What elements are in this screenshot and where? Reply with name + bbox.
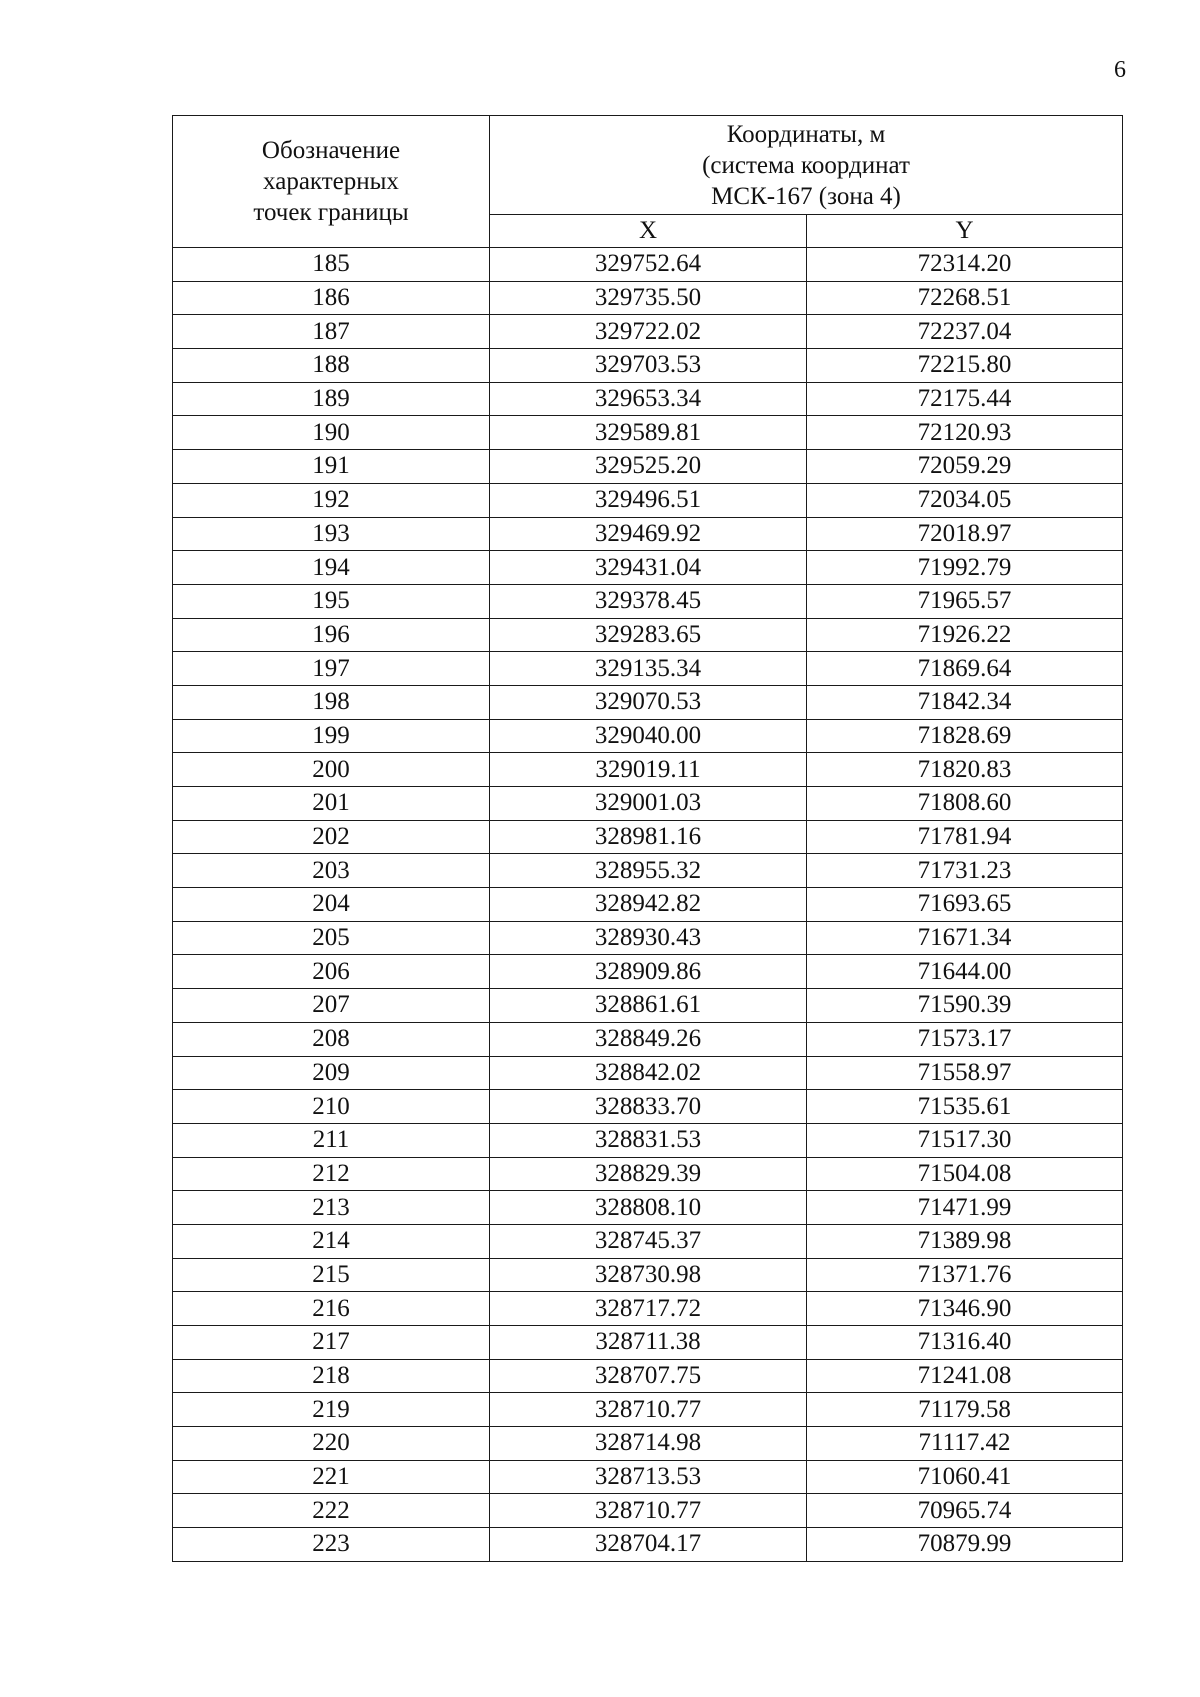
header-coordinates — [490, 116, 1123, 215]
cell-point: 194 — [173, 551, 490, 585]
cell-x: 329722.02 — [490, 315, 807, 349]
cell-point: 195 — [173, 584, 490, 618]
cell-y: 71471.99 — [807, 1191, 1123, 1225]
table-row — [173, 382, 1123, 416]
cell-point: 206 — [173, 955, 490, 989]
cell-y: 71371.76 — [807, 1258, 1123, 1292]
cell-y: 71316.40 — [807, 1326, 1123, 1360]
table-row — [173, 989, 1123, 1023]
cell-y: 71671.34 — [807, 921, 1123, 955]
cell-y: 71179.58 — [807, 1393, 1123, 1427]
cell-y: 71590.39 — [807, 989, 1123, 1023]
cell-y: 71389.98 — [807, 1224, 1123, 1258]
cell-point: 196 — [173, 618, 490, 652]
cell-x: 328909.86 — [490, 955, 807, 989]
cell-x: 328829.39 — [490, 1157, 807, 1191]
table-row — [173, 1494, 1123, 1528]
cell-point: 189 — [173, 382, 490, 416]
cell-y: 72268.51 — [807, 281, 1123, 315]
cell-point: 215 — [173, 1258, 490, 1292]
table-row — [173, 1359, 1123, 1393]
cell-x: 328730.98 — [490, 1258, 807, 1292]
table-row — [173, 483, 1123, 517]
cell-point: 190 — [173, 416, 490, 450]
table-row — [173, 854, 1123, 888]
header-coords-line: МСК-167 (зона 4) — [711, 182, 901, 210]
cell-y: 72034.05 — [807, 483, 1123, 517]
cell-x: 329001.03 — [490, 787, 807, 821]
cell-y: 71693.65 — [807, 888, 1123, 922]
cell-x: 329431.04 — [490, 551, 807, 585]
cell-point: 216 — [173, 1292, 490, 1326]
cell-y: 71781.94 — [807, 820, 1123, 854]
header-y: Y — [807, 215, 1123, 248]
header-point-designation — [173, 116, 490, 248]
cell-point: 198 — [173, 685, 490, 719]
cell-y: 71869.64 — [807, 652, 1123, 686]
cell-x: 329283.65 — [490, 618, 807, 652]
cell-point: 192 — [173, 483, 490, 517]
table-row — [173, 753, 1123, 787]
cell-point: 205 — [173, 921, 490, 955]
table-row — [173, 517, 1123, 551]
cell-point: 211 — [173, 1123, 490, 1157]
cell-point: 186 — [173, 281, 490, 315]
cell-point: 220 — [173, 1427, 490, 1461]
table-body — [173, 248, 1123, 1562]
cell-x: 328842.02 — [490, 1056, 807, 1090]
cell-x: 328861.61 — [490, 989, 807, 1023]
table-row — [173, 1022, 1123, 1056]
cell-x: 329525.20 — [490, 450, 807, 484]
table-row — [173, 1528, 1123, 1562]
cell-point: 214 — [173, 1224, 490, 1258]
cell-point: 193 — [173, 517, 490, 551]
cell-point: 191 — [173, 450, 490, 484]
table-row — [173, 685, 1123, 719]
table-row — [173, 1123, 1123, 1157]
cell-x: 328711.38 — [490, 1326, 807, 1360]
cell-x: 328710.77 — [490, 1494, 807, 1528]
cell-y: 71535.61 — [807, 1090, 1123, 1124]
cell-y: 71241.08 — [807, 1359, 1123, 1393]
cell-point: 209 — [173, 1056, 490, 1090]
cell-y: 71558.97 — [807, 1056, 1123, 1090]
table-row — [173, 719, 1123, 753]
cell-y: 72215.80 — [807, 349, 1123, 383]
cell-point: 217 — [173, 1326, 490, 1360]
cell-point: 221 — [173, 1460, 490, 1494]
cell-x: 328981.16 — [490, 820, 807, 854]
cell-point: 207 — [173, 989, 490, 1023]
cell-point: 222 — [173, 1494, 490, 1528]
cell-y: 71842.34 — [807, 685, 1123, 719]
cell-x: 328710.77 — [490, 1393, 807, 1427]
cell-y: 71346.90 — [807, 1292, 1123, 1326]
cell-y: 71828.69 — [807, 719, 1123, 753]
cell-x: 328745.37 — [490, 1224, 807, 1258]
table-row — [173, 955, 1123, 989]
cell-y: 71517.30 — [807, 1123, 1123, 1157]
cell-x: 329040.00 — [490, 719, 807, 753]
cell-point: 197 — [173, 652, 490, 686]
cell-y: 71808.60 — [807, 787, 1123, 821]
cell-point: 208 — [173, 1022, 490, 1056]
header-x: X — [490, 215, 807, 248]
table-row — [173, 1460, 1123, 1494]
cell-x: 329703.53 — [490, 349, 807, 383]
cell-x: 328930.43 — [490, 921, 807, 955]
table-row — [173, 416, 1123, 450]
table-row — [173, 618, 1123, 652]
table-row — [173, 820, 1123, 854]
cell-x: 329378.45 — [490, 584, 807, 618]
table-row — [173, 584, 1123, 618]
table-row — [173, 1090, 1123, 1124]
cell-x: 329735.50 — [490, 281, 807, 315]
cell-y: 71117.42 — [807, 1427, 1123, 1461]
table-row — [173, 921, 1123, 955]
cell-y: 72175.44 — [807, 382, 1123, 416]
table-row — [173, 1157, 1123, 1191]
cell-x: 329752.64 — [490, 248, 807, 282]
table-row — [173, 450, 1123, 484]
cell-point: 213 — [173, 1191, 490, 1225]
header-point-line: точек границы — [253, 199, 409, 226]
cell-point: 185 — [173, 248, 490, 282]
table-row — [173, 1056, 1123, 1090]
table-row — [173, 1427, 1123, 1461]
header-point-line: характерных — [263, 168, 399, 195]
cell-y: 70879.99 — [807, 1528, 1123, 1562]
cell-point: 188 — [173, 349, 490, 383]
table-row — [173, 551, 1123, 585]
table-row — [173, 1258, 1123, 1292]
cell-x: 328955.32 — [490, 854, 807, 888]
table-row — [173, 1191, 1123, 1225]
cell-x: 329469.92 — [490, 517, 807, 551]
cell-y: 72237.04 — [807, 315, 1123, 349]
cell-point: 204 — [173, 888, 490, 922]
table-header — [173, 116, 1123, 248]
table-row — [173, 1393, 1123, 1427]
cell-x: 328808.10 — [490, 1191, 807, 1225]
header-point-line: Обозначение — [261, 137, 401, 164]
cell-y: 72059.29 — [807, 450, 1123, 484]
table-row — [173, 1326, 1123, 1360]
cell-point: 218 — [173, 1359, 490, 1393]
cell-x: 329496.51 — [490, 483, 807, 517]
cell-y: 72120.93 — [807, 416, 1123, 450]
table-row — [173, 315, 1123, 349]
table-row — [173, 1224, 1123, 1258]
cell-x: 328707.75 — [490, 1359, 807, 1393]
cell-y: 71644.00 — [807, 955, 1123, 989]
cell-point: 199 — [173, 719, 490, 753]
cell-point: 187 — [173, 315, 490, 349]
cell-point: 210 — [173, 1090, 490, 1124]
table-row — [173, 349, 1123, 383]
cell-y: 71992.79 — [807, 551, 1123, 585]
table-row — [173, 248, 1123, 282]
cell-y: 72314.20 — [807, 248, 1123, 282]
table-row — [173, 281, 1123, 315]
cell-x: 328704.17 — [490, 1528, 807, 1562]
cell-y: 71926.22 — [807, 618, 1123, 652]
coordinates-table — [172, 115, 1123, 1562]
cell-x: 329019.11 — [490, 753, 807, 787]
cell-x: 328833.70 — [490, 1090, 807, 1124]
table-row — [173, 787, 1123, 821]
cell-x: 329589.81 — [490, 416, 807, 450]
cell-x: 328714.98 — [490, 1427, 807, 1461]
cell-x: 328717.72 — [490, 1292, 807, 1326]
cell-x: 329653.34 — [490, 382, 807, 416]
header-coords-line: Координаты, м — [726, 120, 886, 148]
cell-point: 202 — [173, 820, 490, 854]
header-coords-line: (система координат — [702, 151, 910, 179]
cell-x: 328713.53 — [490, 1460, 807, 1494]
cell-x: 328849.26 — [490, 1022, 807, 1056]
table-row — [173, 652, 1123, 686]
cell-y: 70965.74 — [807, 1494, 1123, 1528]
cell-x: 328831.53 — [490, 1123, 807, 1157]
cell-y: 71731.23 — [807, 854, 1123, 888]
table-row — [173, 888, 1123, 922]
cell-point: 212 — [173, 1157, 490, 1191]
cell-point: 219 — [173, 1393, 490, 1427]
cell-point: 223 — [173, 1528, 490, 1562]
cell-point: 201 — [173, 787, 490, 821]
cell-x: 329070.53 — [490, 685, 807, 719]
table-row — [173, 1292, 1123, 1326]
cell-point: 203 — [173, 854, 490, 888]
cell-y: 71965.57 — [807, 584, 1123, 618]
cell-y: 72018.97 — [807, 517, 1123, 551]
cell-x: 328942.82 — [490, 888, 807, 922]
cell-y: 71504.08 — [807, 1157, 1123, 1191]
cell-point: 200 — [173, 753, 490, 787]
page-number: 6 — [1114, 57, 1126, 83]
cell-y: 71820.83 — [807, 753, 1123, 787]
cell-y: 71060.41 — [807, 1460, 1123, 1494]
cell-x: 329135.34 — [490, 652, 807, 686]
cell-y: 71573.17 — [807, 1022, 1123, 1056]
